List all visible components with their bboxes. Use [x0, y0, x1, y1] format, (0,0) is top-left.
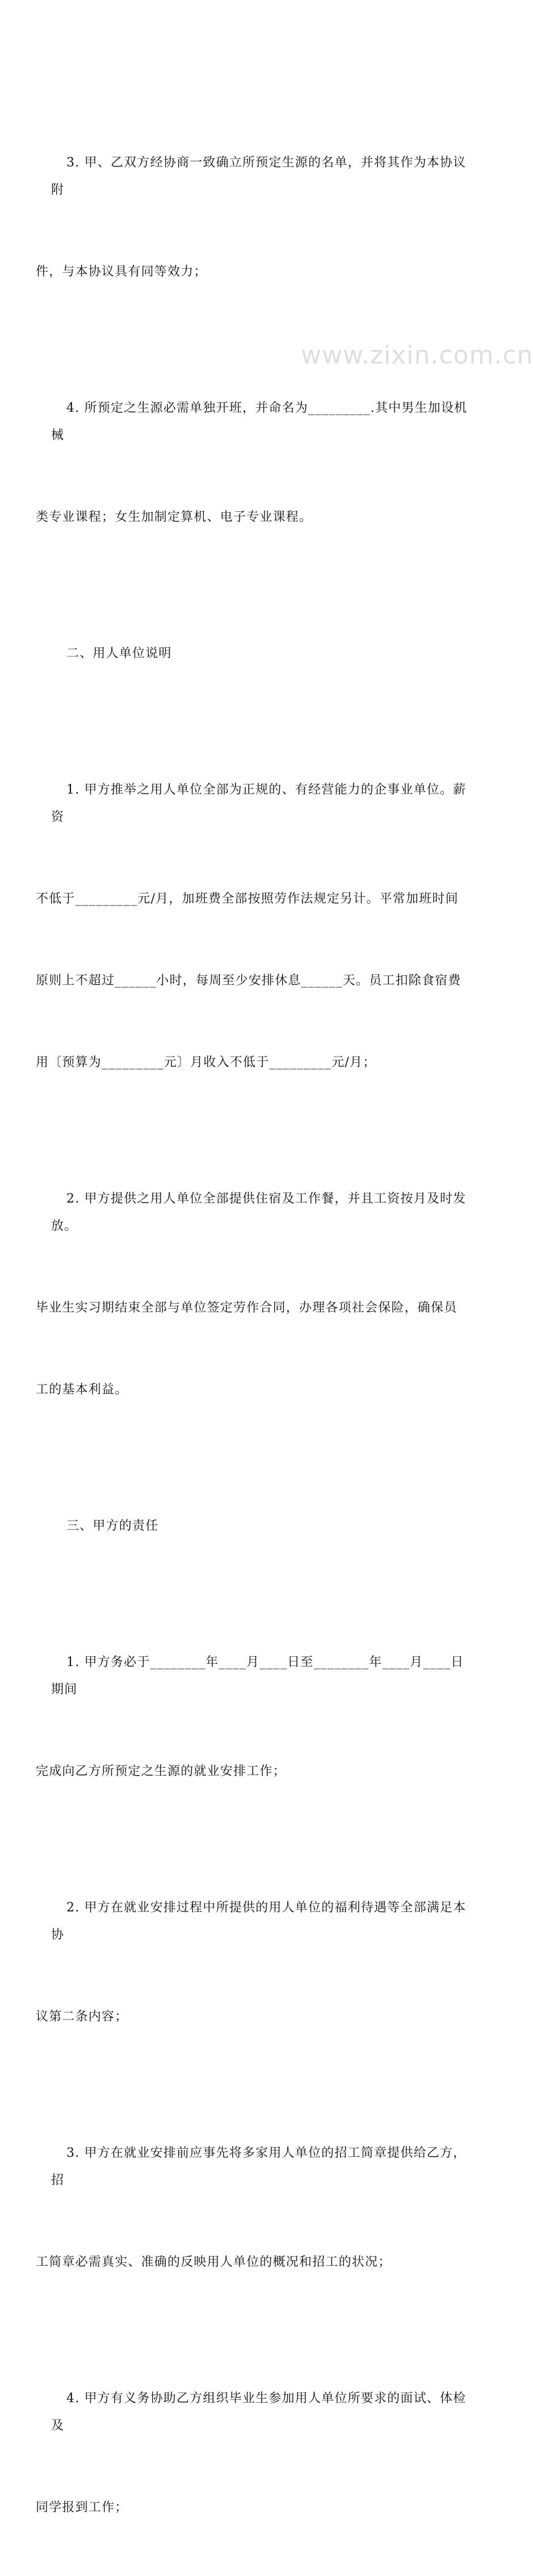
- document-body: [36, 95, 476, 2576]
- text-line: 毕业生实习期结束全部与单位签定劳作合同，办理各项社会保险，确保员: [36, 1301, 458, 1315]
- text-line: 同学报到工作；: [36, 2500, 128, 2515]
- text-line: 1. 甲方推举之用人单位全部为正规的、有经营能力的企事业单位。薪资: [51, 783, 467, 824]
- section-heading-party-a: [51, 1458, 476, 1594]
- text-line: 工的基本利益。: [36, 1383, 128, 1397]
- paragraph-2-employer-housing: [36, 1131, 476, 1458]
- watermark: www.zixin.com.cn: [301, 341, 533, 370]
- text-line: 类专业课程；女生加制定算机、电子专业课程。: [36, 510, 313, 524]
- paragraph-4-party-a-assist: [36, 2331, 476, 2576]
- paragraph-1-party-a-deadline: [36, 1594, 476, 1840]
- section-heading-text: 三、甲方的责任: [66, 1519, 159, 1533]
- text-line: 不低于_________元/月，加班费全部按照劳作法规定另计。平常加班时间: [36, 892, 459, 906]
- text-line: 2. 甲方在就业安排过程中所提供的用人单位的福利待遇等全部满足本协: [51, 1901, 467, 1942]
- text-line: 4. 所预定之生源必需单独开班，并命名为_________.其中男生加设机械: [51, 401, 468, 442]
- text-line: 件，与本协议具有同等效力；: [36, 265, 207, 279]
- section-heading-employer: [51, 586, 476, 722]
- paragraph-3-list-confirmation: [36, 95, 476, 340]
- text-line: 完成向乙方所预定之生源的就业安排工作；: [36, 1764, 286, 1778]
- text-line: 3. 甲方在就业安排前应事先将多家用人单位的招工简章提供给乙方，招: [51, 2146, 467, 2187]
- text-line: 1. 甲方务必于________年____月____日至________年____月____日期间: [51, 1655, 464, 1697]
- text-line: 工简章必需真实、准确的反映用人单位的概况和招工的状况；: [36, 2255, 392, 2269]
- paragraph-2-party-a-benefits: [36, 1840, 476, 2085]
- text-line: 原则上不超过______小时，每周至少安排休息______天。员工扣除食宿费: [36, 974, 461, 988]
- paragraph-1-employer-salary: [36, 722, 476, 1131]
- text-line: 2. 甲方提供之用人单位全部提供住宿及工作餐，并且工资按月及时发放。: [51, 1192, 467, 1233]
- paragraph-4-separate-class: [36, 340, 476, 586]
- text-line: 用〔预算为_________元〕月收入不低于_________元/月；: [36, 1055, 376, 1070]
- text-line: 4. 甲方有义务协助乙方组织毕业生参加用人单位所要求的面试、体检及: [51, 2391, 467, 2433]
- section-heading-text: 二、用人单位说明: [66, 646, 172, 661]
- paragraph-3-party-a-recruitment: [36, 2085, 476, 2331]
- text-line: 3. 甲、乙双方经协商一致确立所预定生源的名单，并将其作为本协议附: [51, 156, 467, 197]
- text-line: 议第二条内容；: [36, 2010, 128, 2024]
